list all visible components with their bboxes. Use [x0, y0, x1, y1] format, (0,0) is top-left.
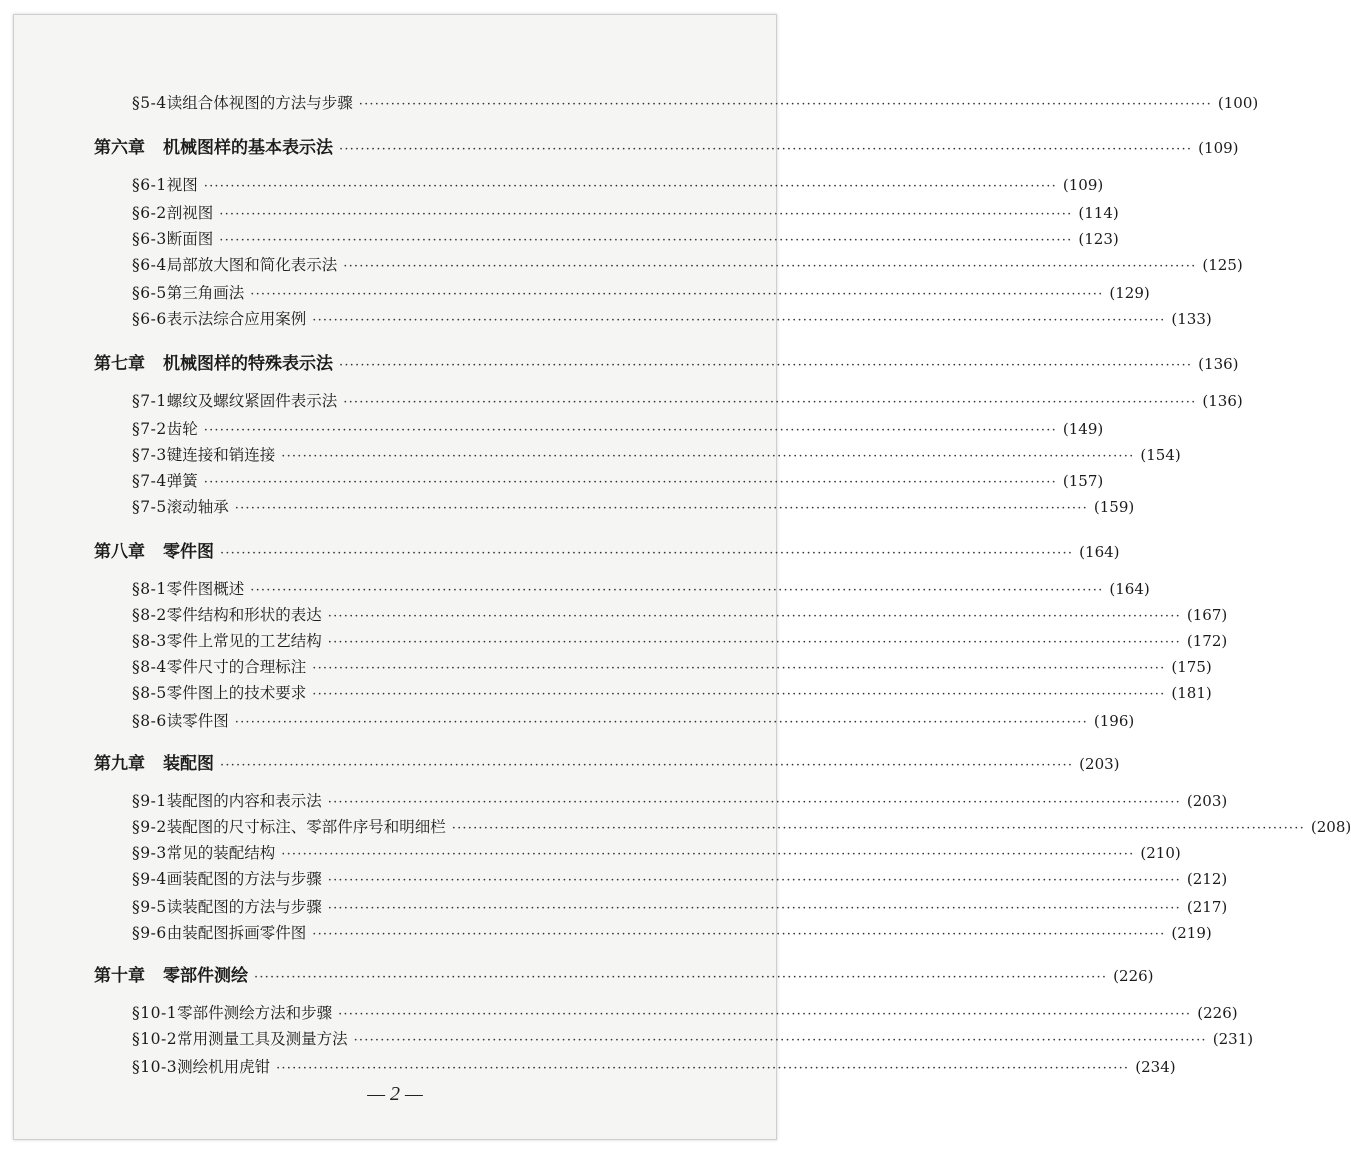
section-number: §7-2 [132, 420, 167, 438]
chapter-title: 零部件测绘 [163, 966, 248, 986]
section-number: §6-2 [132, 204, 167, 222]
book-page [13, 14, 1351, 1140]
section-entry [14, 253, 1243, 275]
section-title: 第三角画法 [166, 284, 245, 302]
section-number: §9-6 [132, 924, 167, 942]
page-reference: (125) [1202, 256, 1243, 274]
section-entry [14, 867, 1228, 889]
section-entry [14, 681, 1212, 703]
dot-leader: ································································································································································ [339, 358, 1193, 373]
dot-leader: ································································································································································ [220, 758, 1074, 773]
section-title: 零部件测绘方法和步骤 [177, 1004, 333, 1022]
dot-leader: ································································································································································ [250, 583, 1104, 598]
dot-leader: ································································································································································ [203, 179, 1057, 194]
chapter-entry [14, 537, 1120, 562]
chapter-number: 第七章 [94, 354, 145, 374]
dot-leader: ································································································································································ [327, 795, 1181, 810]
section-entry [14, 921, 1212, 943]
section-number: §6-3 [132, 230, 167, 248]
section-entry [14, 1001, 1238, 1023]
section-title: 装配图的尺寸标注、零部件序号和明细栏 [166, 818, 446, 836]
dot-leader: ································································································································································ [327, 609, 1181, 624]
chapter-entry [14, 749, 1120, 774]
dot-leader: ································································································································································ [234, 715, 1088, 730]
section-title: 装配图的内容和表示法 [166, 792, 322, 810]
page-reference: (159) [1093, 498, 1135, 516]
section-entry [14, 417, 1104, 439]
chapter-entry [14, 961, 1154, 986]
section-entry [14, 227, 1119, 249]
section-title: 零件图上的技术要求 [166, 684, 307, 702]
section-title: 键连接和销连接 [166, 446, 276, 464]
dot-leader: ································································································································································ [220, 546, 1074, 561]
section-title: 滚动轴承 [166, 498, 229, 516]
chapter-entry [14, 133, 1239, 158]
section-title: 画装配图的方法与步骤 [166, 870, 322, 888]
section-entry [14, 173, 1104, 195]
dot-leader: ································································································································································ [353, 1033, 1207, 1048]
section-title: 局部放大图和简化表示法 [166, 256, 338, 274]
section-number: §9-4 [132, 870, 167, 888]
section-entry [14, 841, 1181, 863]
section-title: 视图 [166, 176, 198, 194]
dot-leader: ································································································································································ [312, 313, 1166, 328]
dot-leader: ································································································································································ [219, 207, 1073, 222]
section-title: 零件图概述 [166, 580, 245, 598]
chapter-title: 机械图样的基本表示法 [163, 138, 333, 158]
chapter-title: 机械图样的特殊表示法 [163, 354, 333, 374]
section-title: 读零件图 [166, 712, 229, 730]
section-entry [14, 389, 1243, 411]
dot-leader: ································································································································································ [203, 423, 1057, 438]
page-reference: (123) [1078, 230, 1119, 248]
section-number: §9-5 [132, 898, 167, 916]
page-reference: (167) [1186, 606, 1228, 624]
section-number: §7-5 [132, 498, 167, 516]
dot-leader: ································································································································································ [276, 1061, 1130, 1076]
section-number: §10-3 [132, 1058, 178, 1076]
section-title: 测绘机用虎钳 [177, 1058, 271, 1076]
section-number: §9-3 [132, 844, 167, 862]
page-reference: (181) [1171, 684, 1212, 702]
dot-leader: ································································································································································ [312, 661, 1166, 676]
section-title: 螺纹及螺纹紧固件表示法 [166, 392, 338, 410]
section-title: 常见的装配结构 [166, 844, 276, 862]
page-reference: (109) [1062, 176, 1104, 194]
page-reference: (149) [1062, 420, 1104, 438]
section-number: §7-1 [132, 392, 167, 410]
dot-leader: ································································································································································ [250, 287, 1104, 302]
dot-leader: ································································································································································ [343, 395, 1197, 410]
dot-leader: ································································································································································ [234, 501, 1088, 516]
section-number: §8-6 [132, 712, 167, 730]
page-reference: (210) [1140, 844, 1181, 862]
chapter-number: 第六章 [94, 138, 145, 158]
section-entry [14, 281, 1150, 303]
page-reference: (164) [1079, 543, 1120, 561]
section-number: §6-4 [132, 256, 167, 274]
section-title: 弹簧 [166, 472, 198, 490]
page-reference: (136) [1198, 355, 1239, 373]
dot-leader: ································································································································································ [358, 97, 1212, 112]
section-title: 由装配图拆画零件图 [166, 924, 307, 942]
section-entry [14, 1027, 1254, 1049]
page-reference: (114) [1078, 204, 1119, 222]
section-entry [14, 201, 1119, 223]
chapter-title: 装配图 [163, 754, 214, 774]
section-number: §6-1 [132, 176, 167, 194]
dot-leader: ································································································································································ [327, 873, 1181, 888]
chapter-number: 第十章 [94, 966, 145, 986]
section-title: 零件结构和形状的表达 [166, 606, 322, 624]
section-entry [14, 655, 1212, 677]
dot-leader: ································································································································································ [327, 901, 1181, 916]
section-title: 表示法综合应用案例 [166, 310, 307, 328]
section-title: 齿轮 [166, 420, 198, 438]
page-reference: (234) [1135, 1058, 1176, 1076]
dot-leader: ································································································································································ [203, 475, 1057, 490]
chapter-entry [14, 349, 1239, 374]
dot-leader: ································································································································································ [339, 142, 1193, 157]
page-reference: (231) [1212, 1030, 1254, 1048]
page-number-footer: — 2 — [367, 1083, 423, 1105]
section-title: 零件上常见的工艺结构 [166, 632, 322, 650]
section-title: 零件尺寸的合理标注 [166, 658, 307, 676]
page-reference: (175) [1171, 658, 1212, 676]
page-reference: (196) [1093, 712, 1135, 730]
section-number: §9-2 [132, 818, 167, 836]
section-entry [14, 469, 1104, 491]
dot-leader: ································································································································································ [281, 449, 1135, 464]
section-entry [14, 1055, 1176, 1077]
section-entry [14, 815, 1351, 837]
section-entry [14, 495, 1135, 517]
section-number: §10-1 [132, 1004, 178, 1022]
section-entry [14, 307, 1212, 329]
page-reference: (136) [1202, 392, 1243, 410]
section-number: §8-1 [132, 580, 167, 598]
section-entry [14, 91, 1259, 113]
section-number: §6-5 [132, 284, 167, 302]
section-number: §6-6 [132, 310, 167, 328]
dot-leader: ································································································································································ [219, 233, 1073, 248]
page-reference: (157) [1062, 472, 1104, 490]
dot-leader: ································································································································································ [343, 259, 1197, 274]
section-title: 读组合体视图的方法与步骤 [166, 94, 353, 112]
section-title: 读装配图的方法与步骤 [166, 898, 322, 916]
section-number: §8-2 [132, 606, 167, 624]
dot-leader: ································································································································································ [312, 927, 1166, 942]
page-reference: (226) [1113, 967, 1154, 985]
dot-leader: ································································································································································ [281, 847, 1135, 862]
section-number: §10-2 [132, 1030, 178, 1048]
page-reference: (217) [1186, 898, 1228, 916]
section-number: §7-3 [132, 446, 167, 464]
page-reference: (129) [1109, 284, 1150, 302]
page-reference: (154) [1140, 446, 1181, 464]
page-reference: (203) [1079, 755, 1120, 773]
section-title: 剖视图 [166, 204, 214, 222]
page-reference: (212) [1186, 870, 1228, 888]
page-reference: (226) [1197, 1004, 1238, 1022]
chapter-number: 第九章 [94, 754, 145, 774]
section-number: §5-4 [132, 94, 167, 112]
section-number: §8-4 [132, 658, 167, 676]
page-reference: (208) [1310, 818, 1351, 836]
chapter-number: 第八章 [94, 542, 145, 562]
section-title: 常用测量工具及测量方法 [177, 1030, 348, 1048]
page-reference: (109) [1198, 139, 1239, 157]
section-entry [14, 443, 1181, 465]
section-entry [14, 603, 1228, 625]
section-title: 断面图 [166, 230, 214, 248]
section-number: §8-5 [132, 684, 167, 702]
section-entry [14, 709, 1135, 731]
page-reference: (133) [1171, 310, 1212, 328]
dot-leader: ································································································································································ [338, 1007, 1192, 1022]
dot-leader: ································································································································································ [312, 687, 1166, 702]
section-entry [14, 629, 1228, 651]
dot-leader: ································································································································································ [327, 635, 1181, 650]
page-reference: (203) [1186, 792, 1228, 810]
dot-leader: ································································································································································ [451, 821, 1305, 836]
page-reference: (172) [1186, 632, 1228, 650]
section-number: §8-3 [132, 632, 167, 650]
page-reference: (219) [1171, 924, 1212, 942]
section-number: §7-4 [132, 472, 167, 490]
page-reference: (100) [1217, 94, 1259, 112]
page-reference: (164) [1109, 580, 1150, 598]
section-entry [14, 577, 1150, 599]
section-number: §9-1 [132, 792, 167, 810]
dot-leader: ································································································································································ [254, 970, 1108, 985]
chapter-title: 零件图 [163, 542, 214, 562]
section-entry [14, 895, 1228, 917]
section-entry [14, 789, 1228, 811]
